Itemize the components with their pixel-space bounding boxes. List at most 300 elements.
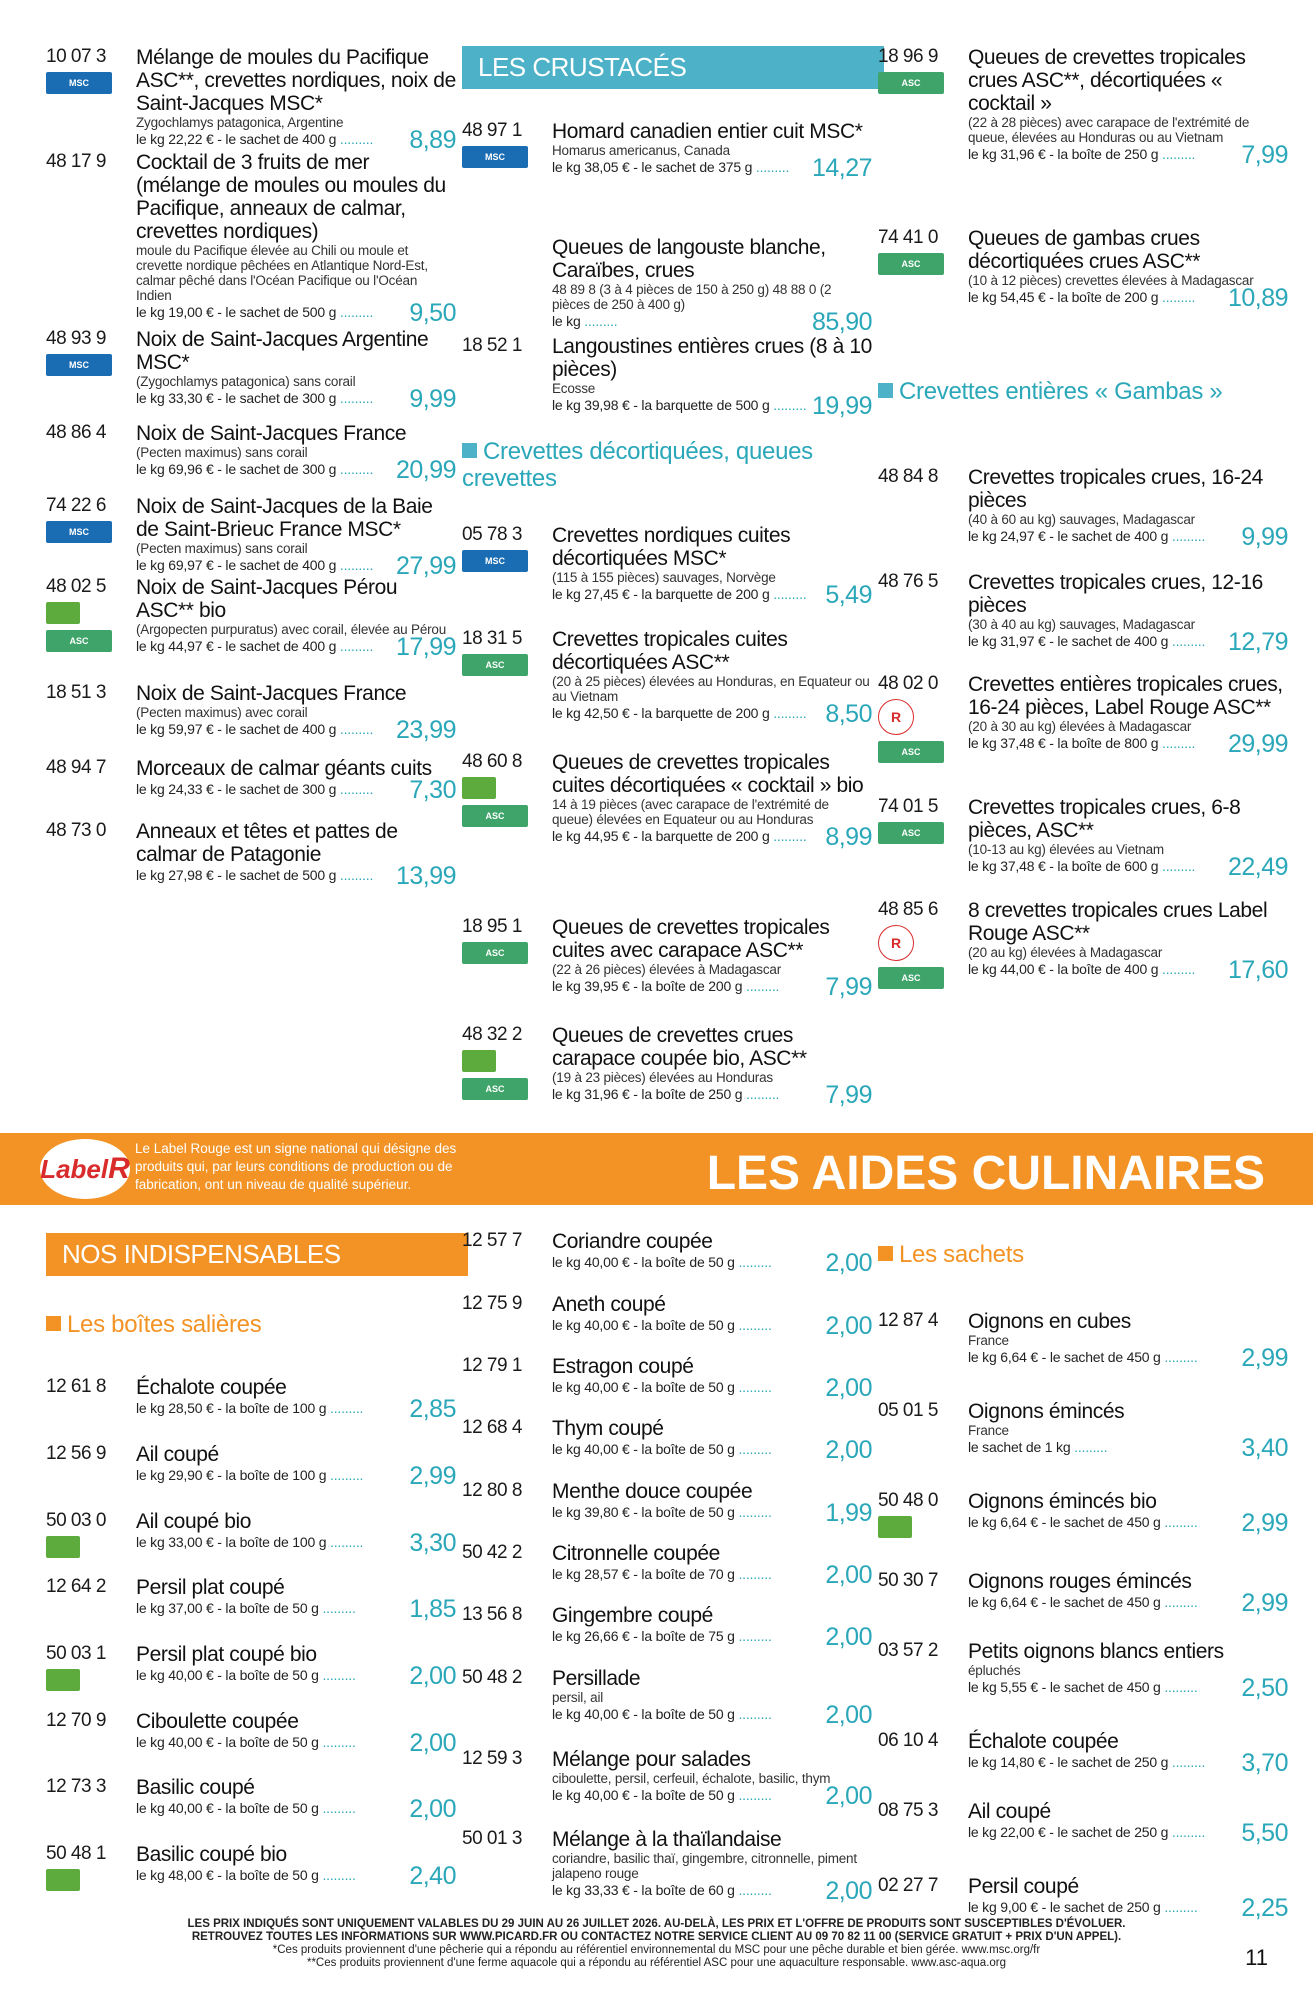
product-name: Persil coupé	[968, 1875, 1079, 1898]
unit-price: le kg 31,97 € - le sachet de 400 g	[968, 633, 1169, 649]
product-body	[552, 1542, 872, 1589]
product-code: 48 02 0	[878, 673, 938, 694]
unit-price: le kg 22,22 € - le sachet de 400 g	[136, 131, 337, 147]
product-price: 2,00	[825, 1436, 872, 1464]
product-code: 02 27 7	[878, 1875, 938, 1896]
organic-ab-icon	[46, 602, 80, 624]
price-line	[552, 1249, 872, 1277]
product-price: 2,00	[409, 1729, 456, 1757]
product-code: 12 59 3	[462, 1748, 522, 1769]
product-code: 48 97 1	[462, 120, 522, 141]
unit-price: le kg 48,00 € - la boîte de 50 g	[136, 1867, 319, 1883]
product-code: 12 57 7	[462, 1230, 522, 1251]
product-description: Zygochlamys patagonica, Argentine	[136, 115, 344, 130]
unit-price: le kg 6,64 € - le sachet de 450 g	[968, 1349, 1161, 1365]
price-line	[552, 308, 872, 336]
certification-logos	[462, 146, 532, 174]
unit-price: le kg 28,50 € - la boîte de 100 g	[136, 1400, 327, 1416]
product-name: Queues de gambas crues décortiquées crues ASC**	[968, 227, 1201, 273]
price-line	[136, 1395, 456, 1423]
unit-price: le kg 40,00 € - la boîte de 50 g	[136, 1800, 319, 1816]
product-price: 9,99	[1241, 523, 1288, 551]
product-body	[552, 236, 872, 336]
unit-price: le kg 29,90 € - la boîte de 100 g	[136, 1467, 327, 1483]
product-code: 12 68 4	[462, 1417, 522, 1438]
asc-logo-icon: ASC	[46, 630, 112, 652]
square-icon	[46, 1316, 61, 1331]
dot-leader: .........	[1158, 735, 1196, 751]
product-price: 2,99	[1241, 1344, 1288, 1372]
product-price: 2,00	[825, 1877, 872, 1905]
product-name: Thym coupé	[552, 1417, 664, 1440]
dot-leader: .........	[769, 397, 807, 413]
price-line	[968, 853, 1288, 881]
product-description: épluchés	[968, 1663, 1021, 1678]
price-line	[968, 1894, 1288, 1922]
dot-leader: .........	[336, 461, 374, 477]
product-body	[968, 1570, 1288, 1617]
product-code: 12 56 9	[46, 1443, 106, 1464]
unit-price: le kg 39,80 € - la boîte de 50 g	[552, 1504, 735, 1520]
product-price: 8,99	[825, 823, 872, 851]
unit-price: le kg 40,00 € - la boîte de 50 g	[136, 1734, 319, 1750]
product-price: 2,00	[825, 1312, 872, 1340]
msc-logo-icon: MSC	[46, 72, 112, 94]
product-body	[552, 1355, 872, 1402]
unit-price: le kg 31,96 € - la boîte de 250 g	[552, 1086, 743, 1102]
price-line	[136, 1795, 456, 1823]
product-price: 5,49	[825, 581, 872, 609]
product-name: Citronnelle coupée	[552, 1542, 720, 1565]
product-body	[552, 916, 872, 1001]
product-code: 18 95 1	[462, 916, 522, 937]
dot-leader: .........	[1160, 1594, 1198, 1610]
product-name: Langoustines entières crues (8 à 10 pièces)	[552, 335, 872, 381]
product-price: 17,99	[395, 633, 456, 661]
asc-logo-icon: ASC	[462, 654, 528, 676]
unit-price: le kg 27,98 € - le sachet de 500 g	[136, 867, 337, 883]
product-code: 48 73 0	[46, 820, 106, 841]
price-line	[968, 523, 1288, 551]
unit-price: le kg 37,48 € - la boîte de 600 g	[968, 858, 1159, 874]
certification-logos	[878, 72, 948, 100]
unit-price: le kg 44,00 € - la boîte de 400 g	[968, 961, 1159, 977]
dot-leader: .........	[1160, 1679, 1198, 1695]
product-description: (22 à 28 pièces) avec carapace de l'extrémité de queue, élevées au Honduras ou au Vietnam	[968, 115, 1250, 145]
product-body	[136, 682, 456, 744]
unit-price: le kg 14,80 € - le sachet de 250 g	[968, 1754, 1169, 1770]
dot-leader: .........	[336, 390, 374, 406]
price-line	[136, 1729, 456, 1757]
price-line	[552, 1877, 872, 1905]
dot-leader: .........	[318, 1800, 356, 1816]
product-description: France	[968, 1333, 1009, 1348]
product-name: Oignons émincés bio	[968, 1490, 1157, 1513]
dot-leader: .........	[318, 1734, 356, 1750]
product-code: 05 01 5	[878, 1400, 938, 1421]
unit-price: le kg 6,64 € - le sachet de 450 g	[968, 1514, 1161, 1530]
unit-price: le sachet de 1 kg	[968, 1439, 1071, 1455]
product-code: 48 85 6	[878, 899, 938, 920]
product-name: Crevettes tropicales crues, 6-8 pièces, ASC**	[968, 796, 1241, 842]
product-description: coriandre, basilic thaï, gingembre, citronnelle, piment jalapeno rouge	[552, 1851, 857, 1881]
product-body	[552, 1480, 872, 1527]
msc-logo-icon: MSC	[46, 521, 112, 543]
dot-leader: .........	[326, 1534, 364, 1550]
product-description: Ecosse	[552, 381, 596, 396]
product-code: 12 75 9	[462, 1293, 522, 1314]
product-body	[136, 757, 456, 804]
organic-ab-icon	[46, 1536, 80, 1558]
label-rouge-icon: R	[878, 699, 914, 735]
square-icon	[878, 1246, 893, 1261]
product-name: Noix de Saint-Jacques Argentine MSC*	[136, 328, 429, 374]
price-line	[136, 299, 456, 327]
product-body	[136, 576, 456, 661]
organic-ab-icon	[46, 1669, 80, 1691]
price-line	[968, 1344, 1288, 1372]
product-price: 1,85	[409, 1595, 456, 1623]
product-price: 14,27	[811, 154, 872, 182]
dot-leader: .........	[1168, 1824, 1206, 1840]
price-line	[552, 700, 872, 728]
product-code: 50 48 0	[878, 1490, 938, 1511]
product-name: Mélange de moules du Pacifique ASC**, crevettes nordiques, noix de Saint-Jacques MSC*	[136, 46, 456, 115]
unit-price: le kg 9,00 € - le sachet de 250 g	[968, 1899, 1161, 1915]
footer-line-3: *Ces produits proviennent d'une pêcherie qui a répondu au référentiel environnemental du MSC pour une pêche durable et bien gérée. www.msc.org/fr	[272, 1944, 1041, 1956]
product-name: Queues de crevettes crues carapace coupée bio, ASC**	[552, 1024, 807, 1070]
asc-logo-icon: ASC	[462, 942, 528, 964]
product-name: Crevettes nordiques cuites décortiquées MSC*	[552, 524, 791, 570]
product-name: Morceaux de calmar géants cuits	[136, 757, 432, 780]
product-price: 23,99	[395, 716, 456, 744]
product-body	[136, 1376, 456, 1423]
unit-price: le kg 40,00 € - la boîte de 50 g	[552, 1317, 735, 1333]
product-body	[552, 1417, 872, 1464]
product-body	[968, 1400, 1288, 1462]
unit-price: le kg 44,95 € - la barquette de 200 g	[552, 828, 770, 844]
salieres-heading: Les boîtes salières	[46, 1311, 261, 1338]
product-body	[136, 46, 456, 154]
product-name: Persil plat coupé bio	[136, 1643, 317, 1666]
product-code: 12 64 2	[46, 1576, 106, 1597]
product-description: (Argopecten purpuratus) avec corail, élevée au Pérou	[136, 622, 447, 637]
product-body	[136, 1843, 456, 1890]
dot-leader: .........	[1168, 1754, 1206, 1770]
unit-price: le kg 39,95 € - la boîte de 200 g	[552, 978, 743, 994]
product-description: (19 à 23 pièces) élevées au Honduras	[552, 1070, 773, 1085]
asc-logo-icon: ASC	[462, 1078, 528, 1100]
certification-logos	[462, 777, 532, 833]
product-name: Queues de crevettes tropicales cuites avec carapace ASC**	[552, 916, 830, 962]
product-body	[968, 466, 1288, 551]
product-price: 5,50	[1241, 1819, 1288, 1847]
unit-price: le kg 44,97 € - le sachet de 400 g	[136, 638, 337, 654]
product-body	[552, 1604, 872, 1651]
product-description: (Pecten maximus) avec corail	[136, 705, 308, 720]
product-name: Basilic coupé bio	[136, 1843, 287, 1866]
product-body	[552, 1667, 872, 1729]
price-line	[136, 126, 456, 154]
dot-leader: .........	[336, 867, 374, 883]
asc-logo-icon: ASC	[462, 805, 528, 827]
dot-leader: .........	[1070, 1439, 1108, 1455]
dot-leader: .........	[769, 705, 807, 721]
unit-price: le kg 31,96 € - la boîte de 250 g	[968, 146, 1159, 162]
gambas-heading: Crevettes entières « Gambas »	[878, 378, 1278, 405]
unit-price: le kg 54,45 € - la boîte de 200 g	[968, 289, 1159, 305]
unit-price: le kg 59,97 € - le sachet de 400 g	[136, 721, 337, 737]
unit-price: le kg 24,33 € - le sachet de 300 g	[136, 781, 337, 797]
product-name: Aneth coupé	[552, 1293, 666, 1316]
product-body	[552, 1293, 872, 1340]
product-name: Coriandre coupée	[552, 1230, 713, 1253]
product-price: 1,99	[825, 1499, 872, 1527]
price-line	[552, 1623, 872, 1651]
product-code: 74 01 5	[878, 796, 938, 817]
product-name: Anneaux et têtes et pattes de calmar de Patagonie	[136, 820, 398, 866]
product-price: 7,99	[825, 973, 872, 1001]
unit-price: le kg 28,57 € - la boîte de 70 g	[552, 1566, 735, 1582]
msc-logo-icon: MSC	[462, 550, 528, 572]
product-price: 29,99	[1227, 730, 1288, 758]
dot-leader: .........	[734, 1317, 772, 1333]
dot-leader: .........	[318, 1667, 356, 1683]
dot-leader: .........	[318, 1867, 356, 1883]
product-code: 08 75 3	[878, 1800, 938, 1821]
price-line	[136, 456, 456, 484]
msc-logo-icon: MSC	[462, 146, 528, 168]
dot-leader: .........	[336, 781, 374, 797]
product-code: 48 94 7	[46, 757, 106, 778]
product-body	[968, 899, 1288, 984]
product-price: 9,50	[409, 299, 456, 327]
certification-logos	[46, 521, 116, 549]
product-price: 85,90	[811, 308, 872, 336]
asc-logo-icon: ASC	[878, 72, 944, 94]
section-title: LES AIDES CULINAIRES	[706, 1147, 1265, 1200]
product-description: (Zygochlamys patagonica) sans corail	[136, 374, 356, 389]
product-description: (Pecten maximus) sans corail	[136, 541, 308, 556]
label-rouge-text: Le Label Rouge est un signe national qui désigne des produits qui, par leurs conditions de production ou de fabrication, ont un niveau de qualité supérieur.	[135, 1141, 457, 1192]
product-price: 7,99	[1241, 141, 1288, 169]
unit-price: le kg 37,48 € - la boîte de 800 g	[968, 735, 1159, 751]
unit-price: le kg 38,05 € - le sachet de 375 g	[552, 159, 753, 175]
page-number: 11	[1245, 1945, 1268, 1970]
product-body	[136, 1576, 456, 1623]
product-code: 48 02 5	[46, 576, 106, 597]
product-price: 2,50	[1241, 1674, 1288, 1702]
product-code: 50 03 0	[46, 1510, 106, 1531]
product-price: 2,99	[1241, 1509, 1288, 1537]
footer-line-1: LES PRIX INDIQUÉS SONT UNIQUEMENT VALABLES DU 29 JUIN AU 26 JUILLET 2026. AU-DELÀ, LES PRIX ET L'OFFRE DE PRODUITS SONT SUSCEPTIBLES D'ÉVOLUER.	[187, 1918, 1126, 1930]
product-description: persil, ail	[552, 1690, 604, 1705]
square-icon	[462, 443, 477, 458]
product-code: 06 10 4	[878, 1730, 938, 1751]
unit-price: le kg 42,50 € - la barquette de 200 g	[552, 705, 770, 721]
product-body	[968, 1640, 1288, 1702]
product-body	[968, 673, 1288, 758]
unit-price: le kg 27,45 € - la barquette de 200 g	[552, 586, 770, 602]
dot-leader: .........	[318, 1600, 356, 1616]
dot-leader: .........	[752, 159, 790, 175]
product-body	[136, 328, 456, 413]
dot-leader: .........	[1160, 1899, 1198, 1915]
certification-logos	[46, 354, 116, 382]
product-description: (20 à 30 au kg) élevées à Madagascar	[968, 719, 1192, 734]
product-body	[136, 1510, 456, 1557]
price-line	[968, 284, 1288, 312]
product-code: 12 87 4	[878, 1310, 938, 1331]
price-line	[968, 1819, 1288, 1847]
product-price: 2,99	[1241, 1589, 1288, 1617]
unit-price: le kg 33,33 € - la boîte de 60 g	[552, 1882, 735, 1898]
product-price: 20,99	[395, 456, 456, 484]
product-code: 12 80 8	[462, 1480, 522, 1501]
product-price: 13,99	[395, 862, 456, 890]
certification-logos	[46, 602, 116, 658]
product-name: Petits oignons blancs entiers	[968, 1640, 1224, 1663]
dot-leader: .........	[734, 1787, 772, 1803]
price-line	[552, 581, 872, 609]
product-body	[136, 151, 456, 327]
certification-logos	[878, 253, 948, 281]
product-body	[552, 1748, 872, 1810]
product-body	[968, 796, 1288, 881]
dot-leader: .........	[734, 1441, 772, 1457]
unit-price: le kg 24,97 € - le sachet de 400 g	[968, 528, 1169, 544]
product-price: 9,99	[409, 385, 456, 413]
product-body	[136, 1776, 456, 1823]
price-line	[552, 1374, 872, 1402]
price-line	[968, 1674, 1288, 1702]
product-name: Queues de crevettes tropicales cuites décortiquées « cocktail » bio	[552, 751, 864, 797]
unit-price: le kg 33,30 € - le sachet de 300 g	[136, 390, 337, 406]
product-code: 50 01 3	[462, 1828, 522, 1849]
unit-price: le kg 40,00 € - la boîte de 50 g	[552, 1379, 735, 1395]
price-line	[968, 1749, 1288, 1777]
product-body	[968, 571, 1288, 656]
product-name: Cocktail de 3 fruits de mer (mélange de moules ou moules du Pacifique, anneaux de calmar, crevettes nordiques)	[136, 151, 446, 243]
dot-leader: .........	[336, 304, 374, 320]
crevettes-decortiquees-heading: Crevettes décortiquées, queues crevettes	[462, 438, 813, 492]
product-code: 50 30 7	[878, 1570, 938, 1591]
footer-line-2: RETROUVEZ TOUTES LES INFORMATIONS SUR WWW.PICARD.FR OU CONTACTEZ NOTRE SERVICE CLIENT AU 09 70 82 11 00 (SERVICE GRATUIT + PRIX D'UN APPEL).	[191, 1931, 1122, 1943]
dot-leader: .........	[1158, 961, 1196, 977]
price-line	[552, 1081, 872, 1109]
unit-price: le kg 69,97 € - le sachet de 400 g	[136, 557, 337, 573]
product-name: Crevettes tropicales cuites décortiquées ASC**	[552, 628, 788, 674]
price-line	[136, 862, 456, 890]
product-price: 3,40	[1241, 1434, 1288, 1462]
unit-price: le kg 37,00 € - la boîte de 50 g	[136, 1600, 319, 1616]
certification-logos	[46, 1669, 116, 1697]
price-line	[552, 154, 872, 182]
price-line	[136, 1662, 456, 1690]
unit-price: le kg 19,00 € - le sachet de 500 g	[136, 304, 337, 320]
product-description: France	[968, 1423, 1009, 1438]
dot-leader: .........	[734, 1254, 772, 1270]
product-price: 2,85	[409, 1395, 456, 1423]
certification-logos	[462, 654, 532, 682]
dot-leader: .........	[1160, 1514, 1198, 1530]
product-description: ciboulette, persil, cerfeuil, échalote, basilic, thym	[552, 1771, 831, 1786]
dot-leader: .........	[734, 1504, 772, 1520]
certification-logos	[878, 822, 948, 850]
asc-logo-icon: ASC	[878, 741, 944, 763]
product-price: 2,25	[1241, 1894, 1288, 1922]
dot-leader: .........	[1160, 1349, 1198, 1365]
product-price: 2,00	[409, 1795, 456, 1823]
dot-leader: .........	[580, 313, 618, 329]
product-code: 50 42 2	[462, 1542, 522, 1563]
product-price: 8,89	[409, 126, 456, 154]
product-price: 2,00	[825, 1374, 872, 1402]
product-description: (40 à 60 au kg) sauvages, Madagascar	[968, 512, 1195, 527]
product-code: 50 03 1	[46, 1643, 106, 1664]
product-code: 03 57 2	[878, 1640, 938, 1661]
unit-price: le kg 26,66 € - la boîte de 75 g	[552, 1628, 735, 1644]
product-description: (22 à 26 pièces) élevées à Madagascar	[552, 962, 781, 977]
certification-logos	[462, 550, 532, 578]
price-line	[968, 628, 1288, 656]
product-code: 12 79 1	[462, 1355, 522, 1376]
product-name: Queues de crevettes tropicales crues ASC**, décortiquées « cocktail »	[968, 46, 1246, 115]
price-line	[136, 716, 456, 744]
certification-logos	[46, 1869, 116, 1897]
product-price: 19,99	[811, 392, 872, 420]
product-body	[968, 46, 1288, 169]
product-price: 2,00	[409, 1662, 456, 1690]
product-body	[552, 335, 872, 420]
organic-ab-icon	[462, 777, 496, 799]
product-code: 48 93 9	[46, 328, 106, 349]
product-name: Menthe douce coupée	[552, 1480, 753, 1503]
dot-leader: .........	[326, 1467, 364, 1483]
dot-leader: .........	[1158, 858, 1196, 874]
certification-logos	[462, 942, 532, 970]
product-name: Noix de Saint-Jacques France	[136, 682, 407, 705]
product-name: Oignons rouges émincés	[968, 1570, 1192, 1593]
price-line	[136, 1862, 456, 1890]
product-name: Mélange pour salades	[552, 1748, 751, 1771]
price-line	[968, 730, 1288, 758]
product-price: 2,00	[825, 1782, 872, 1810]
product-description: (30 à 40 au kg) sauvages, Madagascar	[968, 617, 1195, 632]
unit-price: le kg 39,98 € - la barquette de 500 g	[552, 397, 770, 413]
product-name: Oignons émincés	[968, 1400, 1125, 1423]
product-name: Queues de langouste blanche, Caraïbes, crues	[552, 236, 826, 282]
product-price: 2,40	[409, 1862, 456, 1890]
product-name: Ciboulette coupée	[136, 1710, 299, 1733]
asc-logo-icon: ASC	[878, 967, 944, 989]
product-name: Mélange à la thaïlandaise	[552, 1828, 782, 1851]
product-body	[136, 1443, 456, 1490]
product-name: Estragon coupé	[552, 1355, 694, 1378]
product-name: Crevettes entières tropicales crues, 16-24 pièces, Label Rouge ASC**	[968, 673, 1283, 719]
product-price: 2,00	[825, 1249, 872, 1277]
unit-price: le kg 40,00 € - la boîte de 50 g	[552, 1441, 735, 1457]
dot-leader: .........	[734, 1628, 772, 1644]
price-line	[136, 385, 456, 413]
sachets-heading: Les sachets	[878, 1241, 1024, 1268]
product-code: 48 86 4	[46, 422, 106, 443]
product-price: 10,89	[1227, 284, 1288, 312]
label-rouge-icon: R	[878, 925, 914, 961]
dot-leader: .........	[336, 557, 374, 573]
product-name: Noix de Saint-Jacques France	[136, 422, 407, 445]
product-description: moule du Pacifique élevée au Chili ou moule et crevette nordique pêchées en Atlantique Nord-Est, calmar pêché dans l'Océan Pacifique ou l'Océan Indien	[136, 243, 428, 303]
